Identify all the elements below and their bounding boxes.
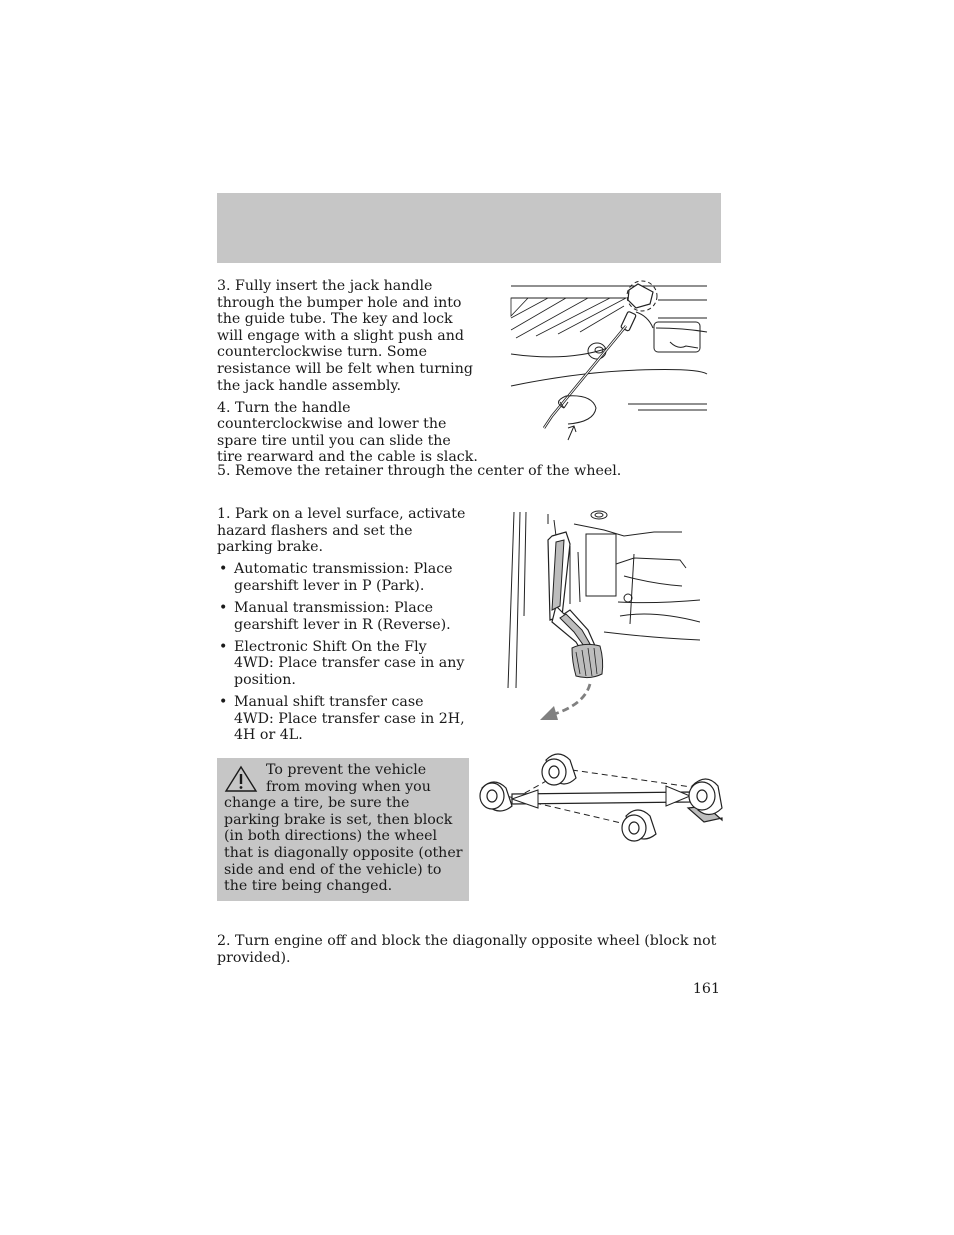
page-number: 161 bbox=[692, 981, 720, 997]
spare-tire-steps bbox=[217, 278, 479, 466]
bullet-manual-4wd: • Manual shift transfer case 4WD: Place transfer case in 2H, 4H or 4L. bbox=[217, 694, 467, 744]
warning-box bbox=[217, 758, 469, 901]
jack-handle-illustration bbox=[508, 276, 710, 442]
transmission-bullets bbox=[217, 561, 467, 743]
step-3-text: 3. Fully insert the jack handle through the bumper hole and into the guide tube. The key and lock will engage with a slight push and counterclockwise turn. Some resistance will be felt when turning the jack handle assembly. bbox=[217, 278, 473, 394]
step-2-text: 2. Turn engine off and block the diagonally opposite wheel (block not provided). bbox=[217, 933, 717, 966]
bullet-manual: • Manual transmission: Place gearshift lever in R (Reverse). bbox=[217, 600, 467, 633]
section-header-band bbox=[217, 193, 721, 263]
bullet-electronic-4wd: • Electronic Shift On the Fly 4WD: Place transfer case in any position. bbox=[217, 639, 467, 689]
step-1-text: 1. Park on a level surface, activate hazard flashers and set the parking brake. bbox=[217, 506, 466, 556]
step-5-text: 5. Remove the retainer through the center of the wheel. bbox=[217, 463, 622, 479]
warning-triangle-icon bbox=[224, 765, 258, 793]
diagonal-wheel-block-illustration bbox=[476, 750, 724, 848]
parking-brake-illustration bbox=[504, 506, 700, 728]
bullet-automatic: • Automatic transmission: Place gearshift lever in P (Park). bbox=[217, 561, 467, 594]
step-4-text: 4. Turn the handle counterclockwise and lower the spare tire until you can slide the tire rearward and the cable is slack. bbox=[217, 399, 478, 466]
warning-text: To prevent the vehicle from moving when you change a tire, be sure the parking brake is set, then block (in both directions) the wheel that is diagonally opposite (other side and end of the vehicle) to the tire being changed. bbox=[224, 762, 463, 895]
parking-steps bbox=[217, 506, 467, 744]
